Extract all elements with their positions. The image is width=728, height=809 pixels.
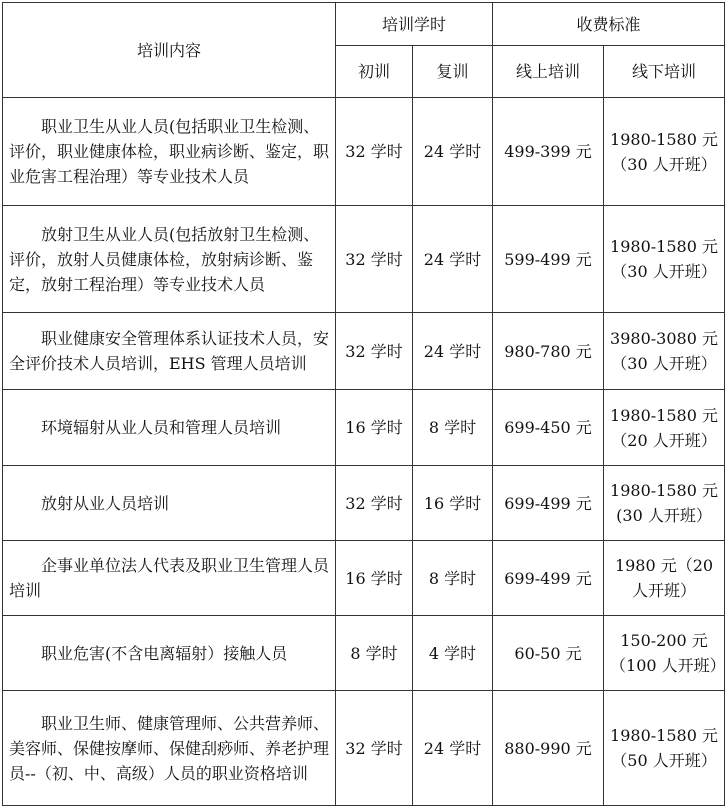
- table-row: [3, 466, 725, 541]
- row-online-fee: 880-990 元: [493, 691, 604, 806]
- row-content: 职业卫生师、健康管理师、公共营养师、美容师、保健按摩师、保健刮痧师、养老护理员--（初、中、高级）人员的职业资格培训: [3, 691, 336, 806]
- row-offline-fee: 1980-1580 元(30 人开班）: [604, 466, 725, 541]
- row-online-fee: 699-499 元: [493, 541, 604, 616]
- row-refresher-hours: 24 学时: [413, 206, 493, 313]
- table-row: [3, 691, 725, 806]
- row-content: 环境辐射从业人员和管理人员培训: [3, 390, 336, 466]
- row-offline-fee: 150-200 元（100 人开班）: [604, 616, 725, 691]
- table-row: [3, 98, 725, 206]
- row-content: 职业危害(不含电离辐射）接触人员: [3, 616, 336, 691]
- table-row: [3, 616, 725, 691]
- row-offline-fee: 1980-1580 元（30 人开班）: [604, 98, 725, 206]
- header-fee: 收费标准: [493, 3, 725, 46]
- header-offline: 线下培训: [604, 46, 725, 98]
- row-initial-hours: 16 学时: [336, 541, 413, 616]
- row-refresher-hours: 24 学时: [413, 98, 493, 206]
- row-offline-fee: 1980-1580 元（20 人开班）: [604, 390, 725, 466]
- header-content: 培训内容: [3, 3, 336, 98]
- header-initial: 初训: [336, 46, 413, 98]
- header-hours: 培训学时: [336, 3, 493, 46]
- row-content: 职业卫生从业人员(包括职业卫生检测、评价，职业健康体检，职业病诊断、鉴定，职业危害工程治理）等专业技术人员: [3, 98, 336, 206]
- table-row: [3, 313, 725, 390]
- row-offline-fee: 1980-1580 元（30 人开班）: [604, 206, 725, 313]
- row-online-fee: 599-499 元: [493, 206, 604, 313]
- row-content: 企事业单位法人代表及职业卫生管理人员培训: [3, 541, 336, 616]
- row-initial-hours: 32 学时: [336, 691, 413, 806]
- row-refresher-hours: 8 学时: [413, 390, 493, 466]
- row-initial-hours: 32 学时: [336, 466, 413, 541]
- row-content: 职业健康安全管理体系认证技术人员，安全评价技术人员培训，EHS 管理人员培训: [3, 313, 336, 390]
- row-refresher-hours: 16 学时: [413, 466, 493, 541]
- row-online-fee: 699-499 元: [493, 466, 604, 541]
- header-online: 线上培训: [493, 46, 604, 98]
- row-initial-hours: 16 学时: [336, 390, 413, 466]
- table-row: [3, 390, 725, 466]
- row-refresher-hours: 8 学时: [413, 541, 493, 616]
- training-fee-table: [2, 2, 725, 806]
- row-offline-fee: 3980-3080 元（30 人开班）: [604, 313, 725, 390]
- row-initial-hours: 32 学时: [336, 313, 413, 390]
- row-initial-hours: 32 学时: [336, 206, 413, 313]
- row-online-fee: 499-399 元: [493, 98, 604, 206]
- row-content: 放射从业人员培训: [3, 466, 336, 541]
- row-online-fee: 60-50 元: [493, 616, 604, 691]
- row-content: 放射卫生从业人员(包括放射卫生检测、评价，放射人员健康体检，放射病诊断、鉴定，放射工程治理）等专业技术人员: [3, 206, 336, 313]
- header-refresher: 复训: [413, 46, 493, 98]
- row-online-fee: 699-450 元: [493, 390, 604, 466]
- row-refresher-hours: 24 学时: [413, 313, 493, 390]
- table-row: [3, 541, 725, 616]
- row-refresher-hours: 4 学时: [413, 616, 493, 691]
- row-initial-hours: 32 学时: [336, 98, 413, 206]
- row-online-fee: 980-780 元: [493, 313, 604, 390]
- row-refresher-hours: 24 学时: [413, 691, 493, 806]
- row-offline-fee: 1980 元（20 人开班）: [604, 541, 725, 616]
- table-row: [3, 206, 725, 313]
- header-row-1: [3, 3, 725, 46]
- row-offline-fee: 1980-1580 元（50 人开班）: [604, 691, 725, 806]
- row-initial-hours: 8 学时: [336, 616, 413, 691]
